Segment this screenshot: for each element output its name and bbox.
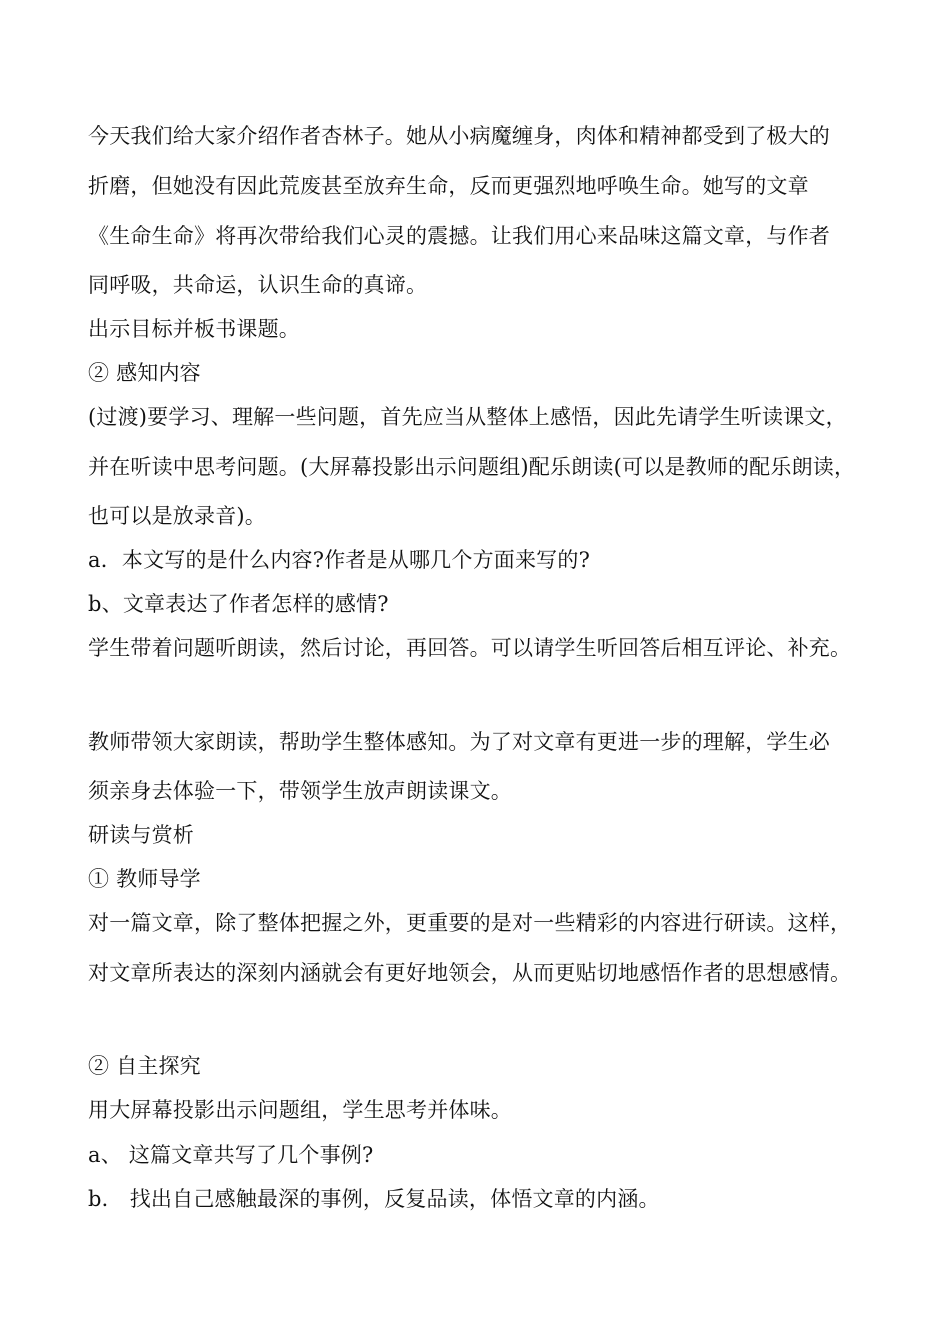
paragraph-line: 折磨，但她没有因此荒废甚至放弃生命，反而更强烈地呼唤生命。她写的文章 [88, 174, 809, 198]
section-heading: 研读与赏析 [88, 823, 194, 847]
question-item: a．本文写的是什么内容?作者是从哪几个方面来写的? [88, 548, 591, 572]
paragraph-line: 也可以是放录音)。 [88, 504, 266, 528]
paragraph-line: 出示目标并板书课题。 [88, 317, 300, 341]
section-heading: ② 自主探究 [88, 1054, 201, 1078]
paragraph-line: 须亲身去体验一下，带领学生放声朗读课文。 [88, 779, 512, 803]
section-heading: ② 感知内容 [88, 361, 201, 385]
question-item: a、 这篇文章共写了几个事例? [88, 1143, 374, 1167]
paragraph-line: 同呼吸，共命运，认识生命的真谛。 [88, 273, 428, 297]
question-item: b． 找出自己感触最深的事例，反复品读，体悟文章的内涵。 [88, 1187, 660, 1211]
paragraph-line: 教师带领大家朗读，帮助学生整体感知。为了对文章有更进一步的理解，学生必 [88, 730, 830, 754]
paragraph-line: 用大屏幕投影出示问题组，学生思考并体味。 [88, 1098, 512, 1122]
paragraph-line: 今天我们给大家介绍作者杏林子。她从小病魔缠身，肉体和精神都受到了极大的 [88, 124, 830, 148]
paragraph-line: 学生带着问题听朗读，然后讨论，再回答。可以请学生听回答后相互评论、补充。 [88, 636, 852, 660]
section-heading: ① 教师导学 [88, 867, 201, 891]
paragraph-line: 对一篇文章，除了整体把握之外，更重要的是对一些精彩的内容进行研读。这样， [88, 911, 852, 935]
paragraph-line: 并在听读中思考问题。(大屏幕投影出示问题组)配乐朗读(可以是教师的配乐朗读， [88, 455, 856, 479]
paragraph-line: 对文章所表达的深刻内涵就会有更好地领会，从而更贴切地感悟作者的思想感情。 [88, 961, 852, 985]
question-item: b、文章表达了作者怎样的感情? [88, 592, 389, 616]
paragraph-line: 《生命生命》将再次带给我们心灵的震撼。让我们用心来品味这篇文章，与作者 [88, 224, 830, 248]
paragraph-line: (过渡)要学习、理解一些问题，首先应当从整体上感悟，因此先请学生听读课文， [88, 405, 847, 429]
